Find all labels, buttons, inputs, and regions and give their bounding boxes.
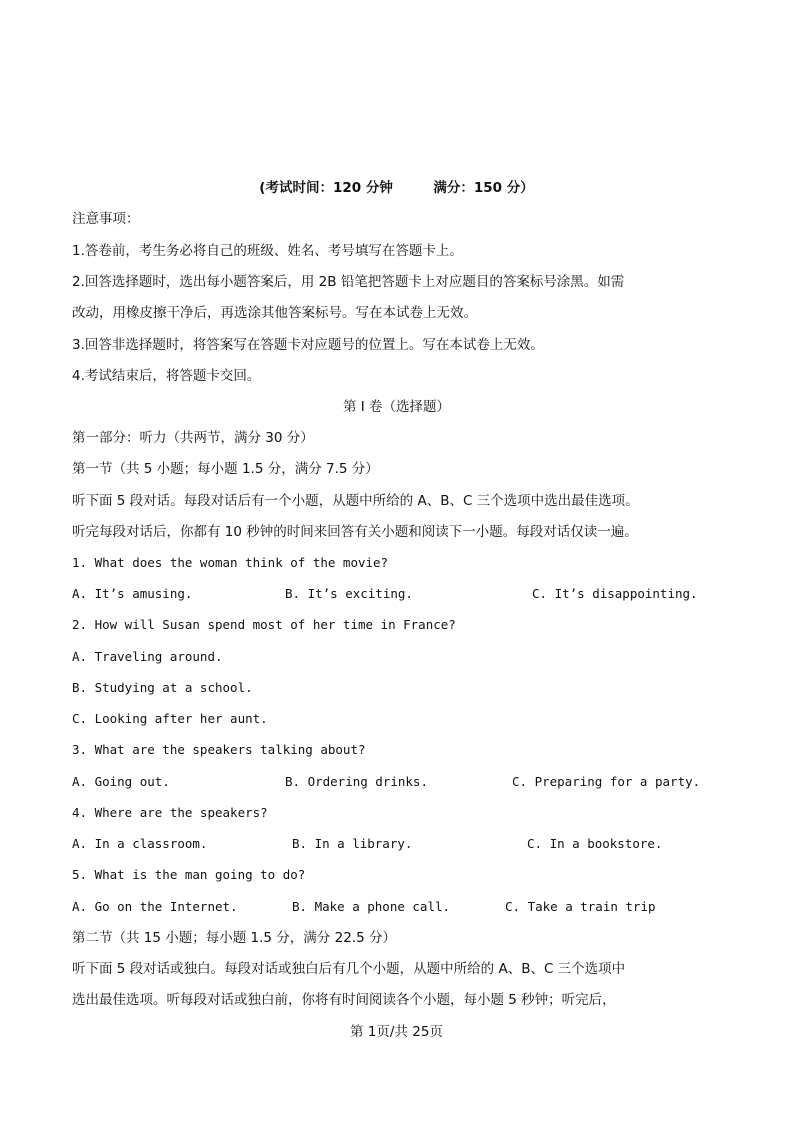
question-3: 3. What are the speakers talking about? (72, 742, 366, 757)
question-1-option-b: B. It’s exciting. (285, 586, 413, 601)
question-3-option-c: C. Preparing for a party. (512, 774, 701, 789)
question-1: 1. What does the woman think of the movie? (72, 555, 389, 570)
section1-title: 第一节（共 5 小题；每小题 1.5 分，满分 7.5 分） (72, 461, 379, 477)
notes-item-2-line-2: 改动，用橡皮擦干净后，再选涂其他答案标号。写在本试卷上无效。 (72, 305, 477, 321)
notes-item-3: 3.回答非选择题时，将答案写在答题卡对应题号的位置上。写在本试卷上无效。 (72, 337, 544, 353)
question-5: 5. What is the man going to do? (72, 867, 306, 882)
notes-item-1: 1.答卷前，考生务必将自己的班级、姓名、考号填写在答题卡上。 (72, 243, 463, 259)
question-2: 2. How will Susan spend most of her time in France? (72, 617, 456, 632)
notes-item-2-line-1: 2.回答选择题时，选出每小题答案后，用 2B 铅笔把答题卡上对应题目的答案标号涂黑。如需 (72, 274, 625, 290)
question-2-option-c: C. Looking after her aunt. (72, 711, 268, 726)
question-1-option-a: A. It’s amusing. (72, 586, 193, 601)
question-5-option-c: C. Take a train trip (505, 899, 656, 914)
question-4-option-c: C. In a bookstore. (527, 836, 663, 851)
section1-instruction-1: 听下面 5 段对话。每段对话后有一个小题，从题中所给的 A、B、C 三个选项中选出最佳选项。 (72, 493, 639, 509)
question-1-option-c: C. It’s disappointing. (532, 586, 698, 601)
question-2-option-b: B. Studying at a school. (72, 680, 253, 695)
page-number: 第 1页/共 25页 (350, 1024, 443, 1040)
section2-instruction-2: 选出最佳选项。听每段对话或独白前，你将有时间阅读各个小题，每小题 5 秒钟；听完后， (72, 992, 616, 1008)
volume-title: 第 I 卷（选择题） (342, 399, 451, 415)
question-4-option-b: B. In a library. (292, 836, 413, 851)
notes-title: 注意事项： (72, 211, 140, 227)
question-2-option-a: A. Traveling around. (72, 649, 223, 664)
question-4: 4. Where are the speakers? (72, 805, 268, 820)
section2-title: 第二节（共 15 小题；每小题 1.5 分，满分 22.5 分） (72, 930, 396, 946)
question-3-option-b: B. Ordering drinks. (285, 774, 428, 789)
notes-item-4: 4.考试结束后，将答题卡交回。 (72, 368, 261, 384)
section2-instruction-1: 听下面 5 段对话或独白。每段对话或独白后有几个小题，从题中所给的 A、B、C 三个选项中 (72, 961, 626, 977)
exam-info: (考试时间：120 分钟 满分：150 分） (259, 180, 534, 196)
section1-instruction-2: 听完每段对话后，你都有 10 秒钟的时间来回答有关小题和阅读下一小题。每段对话仅读一遍。 (72, 524, 638, 540)
part1-title: 第一部分：听力（共两节，满分 30 分） (72, 430, 314, 446)
question-5-option-a: A. Go on the Internet. (72, 899, 238, 914)
question-4-option-a: A. In a classroom. (72, 836, 208, 851)
question-3-option-a: A. Going out. (72, 774, 170, 789)
question-5-option-b: B. Make a phone call. (292, 899, 451, 914)
